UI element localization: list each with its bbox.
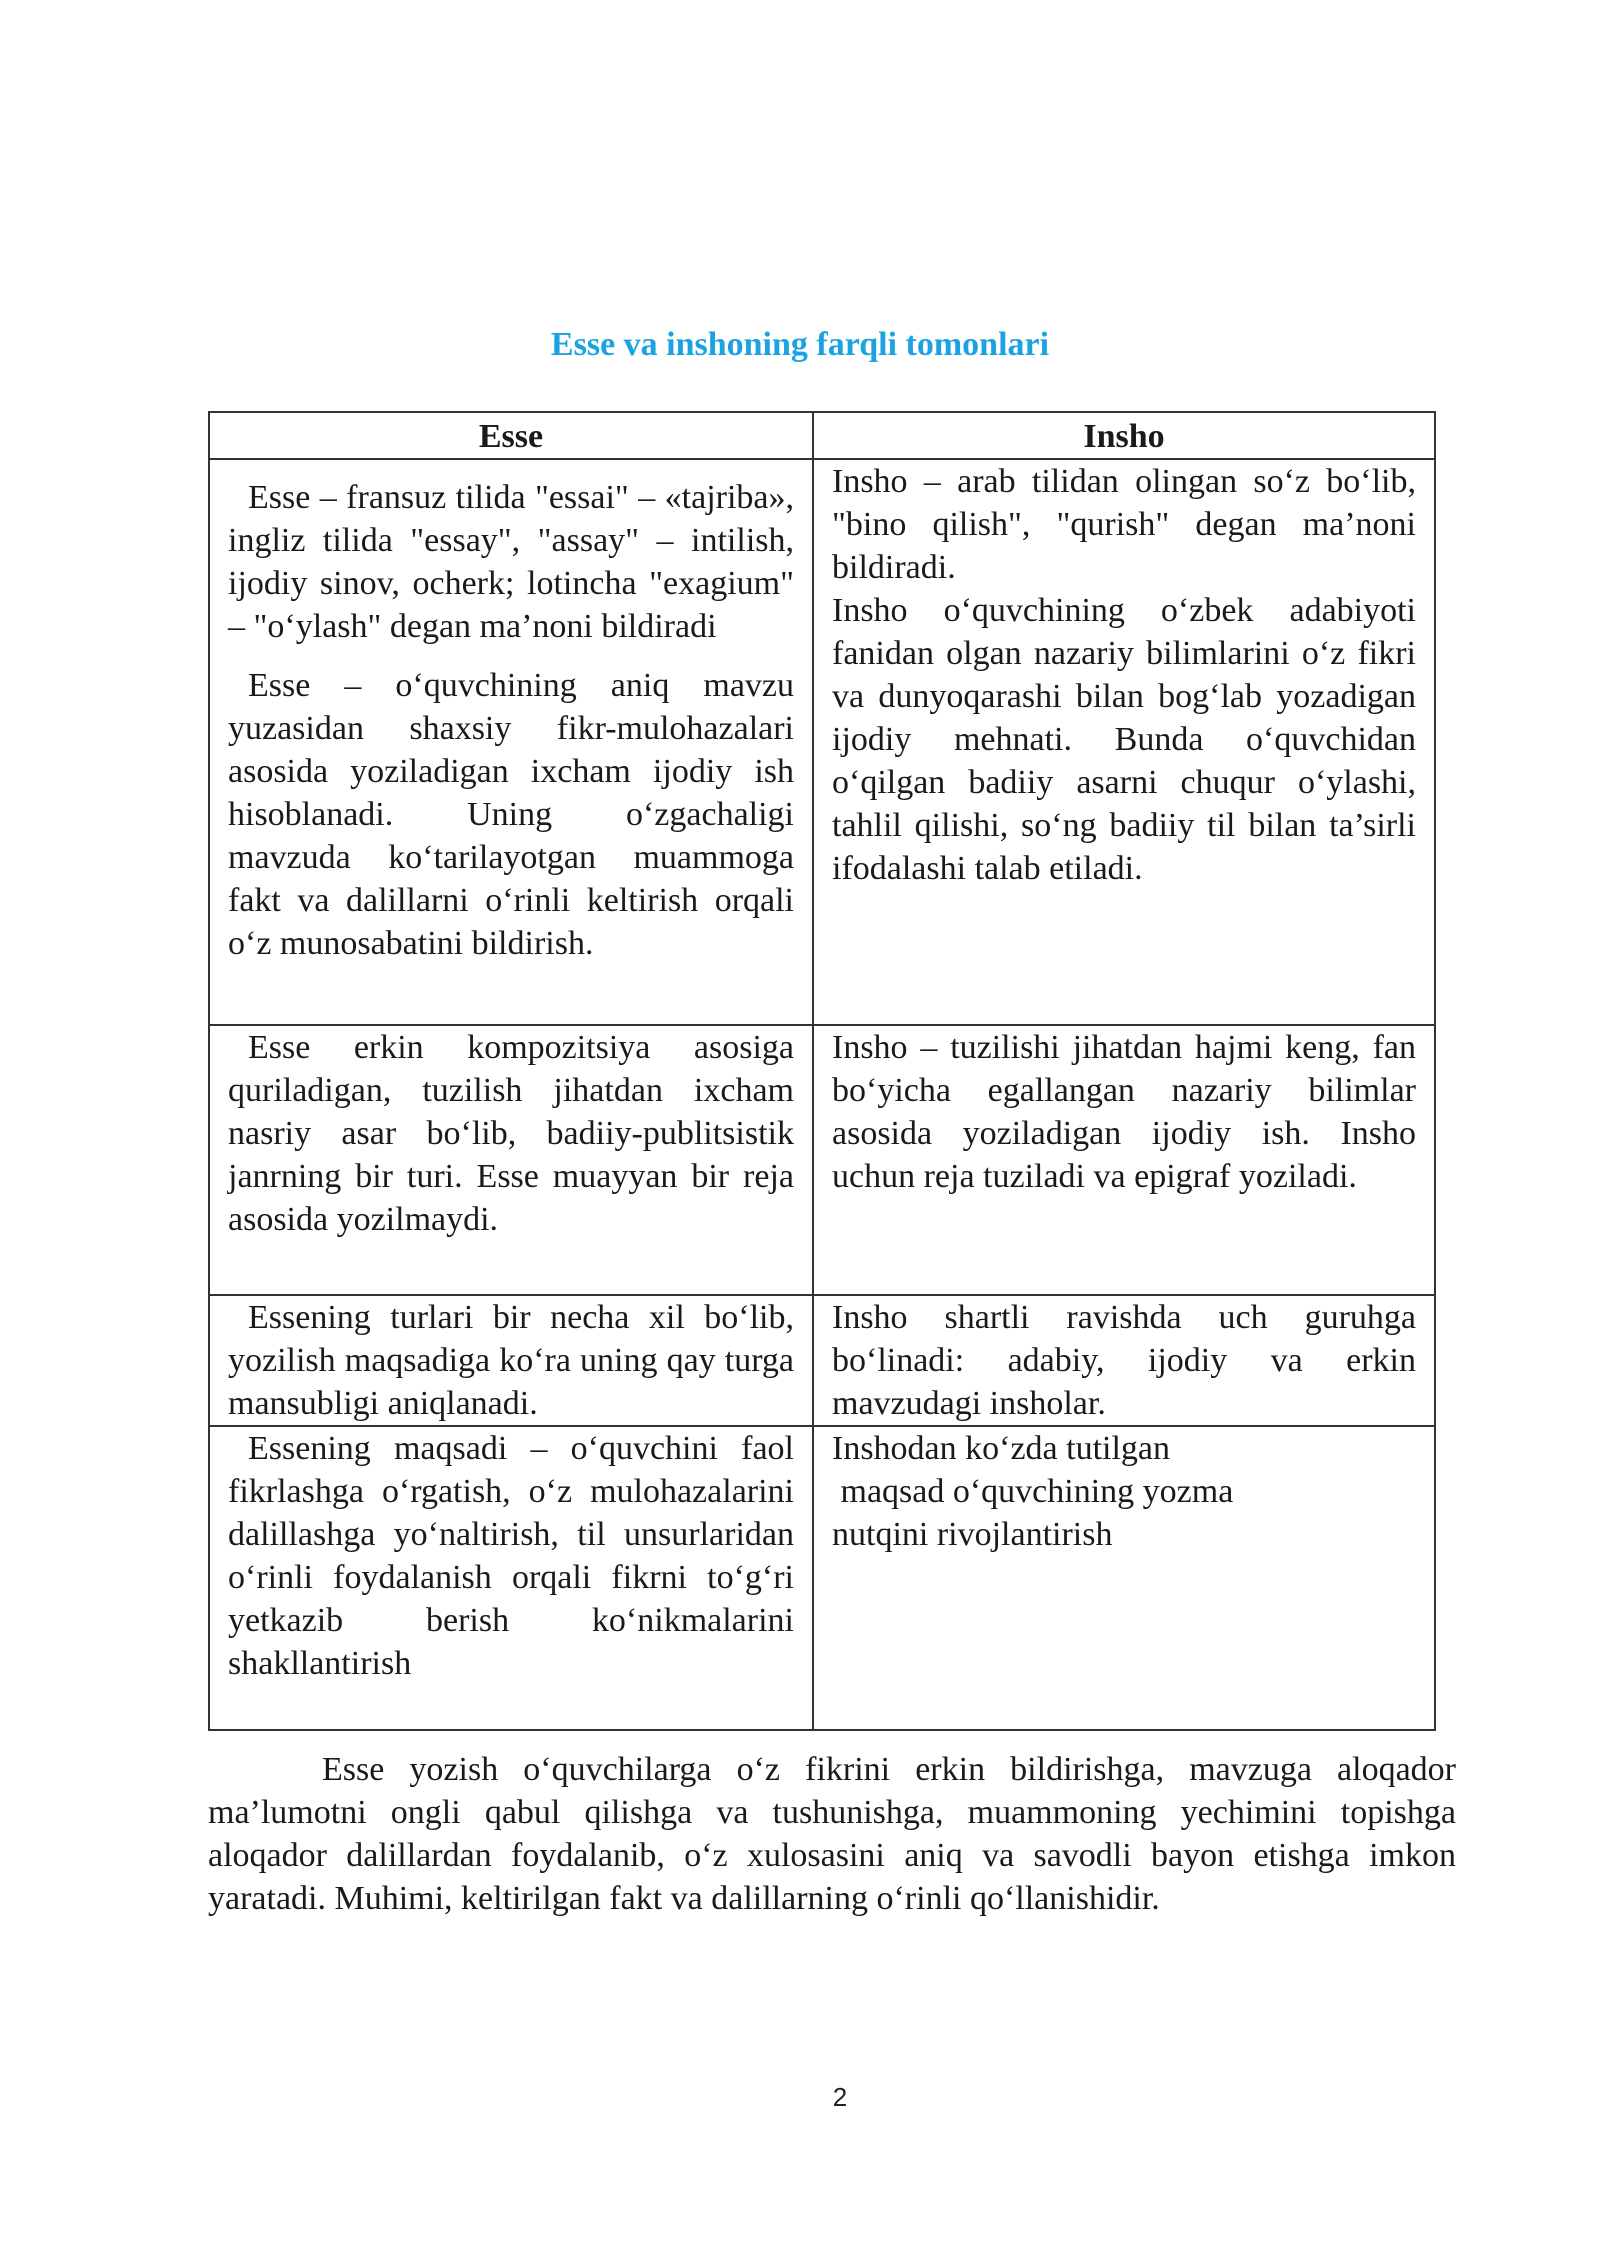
- table-row: [209, 1295, 1435, 1426]
- cell-paragraph: Insho o‘quvchining o‘zbek adabiyoti fanidan olgan nazariy bilimlarini o‘z fikri va dunyoqarashi bilan bog‘lab yozadigan ijodiy mehnati. Bunda o‘quvchidan o‘qilgan badiiy asarni chuqur o‘ylashi, tahlil qilishi, so‘ng badiiy til bilan ta’sirli ifodalashi talab etiladi.: [832, 592, 1416, 887]
- table-header-row: [209, 412, 1435, 459]
- comparison-table: [208, 411, 1436, 1731]
- esse-cell: [209, 1025, 813, 1295]
- esse-cell: [209, 459, 813, 1025]
- esse-cell: [209, 1295, 813, 1426]
- cell-paragraph: Insho shartli ravishda uch guruhga bo‘linadi: adabiy, ijodiy va erkin mavzudagi insholar.: [832, 1299, 1416, 1422]
- insho-cell: [813, 1295, 1435, 1426]
- cell-line: Inshodan ko‘zda tutilgan: [832, 1430, 1171, 1467]
- cell-line: nutqini rivojlantirish: [832, 1516, 1113, 1553]
- cell-paragraph: Esse erkin kompozitsiya asosiga quriladigan, tuzilish jihatdan ixcham nasriy asar bo‘lib, badiiy-publitsistik janrning bir turi. Esse muayyan bir reja asosida yozilmaydi.: [228, 1029, 794, 1238]
- column-header-esse: Esse: [209, 412, 813, 459]
- column-header-insho: Insho: [813, 412, 1435, 459]
- cell-paragraph: Esse – fransuz tilida "essai" – «tajriba», ingliz tilida "essay", "assay" – intilish, ijodiy sinov, ocherk; lotincha "exagium" – "o‘ylash" degan ma’noni bildiradi: [228, 479, 794, 645]
- table-row: [209, 1025, 1435, 1295]
- insho-cell: [813, 1025, 1435, 1295]
- cell-paragraph: Insho – arab tilidan olingan so‘z bo‘lib, "bino qilish", "qurish" degan ma’noni bildiradi.: [832, 463, 1416, 586]
- cell-paragraph: Essening maqsadi – o‘quvchini faol fikrlashga o‘rgatish, o‘z mulohazalarini dalillashga yo‘naltirish, til unsurlaridan o‘rinli foydalanish orqali fikrni to‘g‘ri yetkazib berish ko‘nikmalarini shakllantirish: [228, 1430, 794, 1682]
- page-number: 2: [832, 2082, 848, 2112]
- cell-line: maqsad o‘quvchining yozma: [832, 1473, 1234, 1510]
- insho-cell: [813, 1426, 1435, 1730]
- insho-cell: [813, 459, 1435, 1025]
- table-row: [209, 1426, 1435, 1730]
- cell-paragraph: Essening turlari bir necha xil bo‘lib, yozilish maqsadiga ko‘ra uning qay turga mansubligi aniqlanadi.: [228, 1299, 794, 1422]
- cell-paragraph: Insho – tuzilishi jihatdan hajmi keng, fan bo‘yicha egallangan nazariy bilimlar asosida yoziladigan ijodiy ish. Insho uchun reja tuziladi va epigraf yoziladi.: [832, 1029, 1416, 1195]
- body-paragraph: Esse yozish o‘quvchilarga o‘z fikrini erkin bildirishga, mavzuga aloqador ma’lumotni ongli qabul qilishga va tushunishga, muammoning yechimini topishga aloqador dalillardan foydalanib, o‘z xulosasini aniq va savodli bayon etishga imkon yaratadi. Muhimi, keltirilgan fakt va dalillarning o‘rinli qo‘llanishidir.: [208, 1751, 1456, 1917]
- table-row: [209, 459, 1435, 1025]
- cell-paragraph: Esse – o‘quvchining aniq mavzu yuzasidan shaxsiy fikr-mulohazalari asosida yoziladigan ixcham ijodiy ish hisoblanadi. Uning o‘zgachaligi mavzuda ko‘tarilayotgan muammoga fakt va dalillarni o‘rinli keltirish orqali o‘z munosabatini bildirish.: [228, 667, 794, 962]
- page-title: Esse va inshoning farqli tomonlari: [550, 326, 1050, 363]
- esse-cell: [209, 1426, 813, 1730]
